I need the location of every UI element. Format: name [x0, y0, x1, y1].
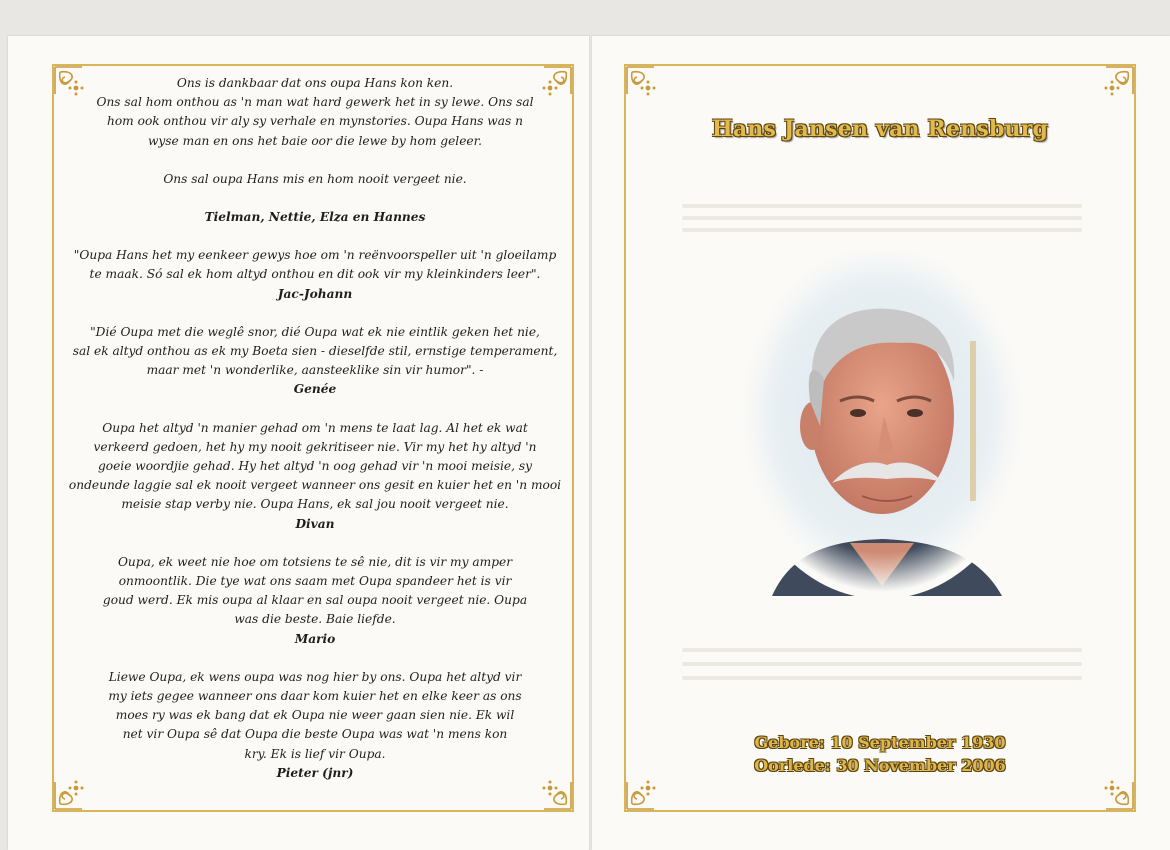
tribute-line: Ons sal hom onthou as 'n man wat hard gewerk het in sy lewe. Ons sal — [96, 95, 534, 110]
tribute-line: goud werd. Ek mis oupa al klaar en sal oupa nooit vergeet nie. Oupa — [102, 593, 528, 608]
tribute-paragraph — [68, 246, 562, 304]
bleed-through-shadow — [682, 676, 1082, 680]
tribute-line: ondeunde laggie sal ek nooit vergeet wanneer ons gesit en kuier het en 'n mooi — [68, 478, 562, 493]
tribute-text — [68, 74, 562, 802]
family-names — [68, 208, 562, 227]
tribute-line: Oupa, ek weet nie hoe om totsiens te sê nie, dit is vir my amper — [117, 554, 513, 569]
tribute-signature: Mario — [294, 631, 336, 646]
tribute-paragraph — [68, 668, 562, 783]
ornament-corner-icon — [624, 64, 670, 110]
tribute-line: meisie stap verby nie. Oupa Hans, ek sal jou nooit vergeet nie. — [121, 497, 509, 512]
tribute-line: onmoontlik. Die tye wat ons saam met Oupa spandeer het is vir — [118, 574, 512, 589]
right-page — [592, 36, 1170, 850]
tribute-line: verkeerd gedoen, het hy my nooit gekritiseer nie. Vir my het hy altyd 'n — [93, 439, 537, 454]
tribute-line: maar met 'n wonderlike, aansteeklike sin vir humor". - — [146, 363, 484, 378]
bleed-through-shadow — [682, 648, 1082, 652]
tribute-signature: Pieter (jnr) — [276, 765, 354, 780]
tribute-line: net vir Oupa sê dat Oupa die beste Oupa was wat 'n mens kon — [122, 727, 508, 742]
death-date: Oorlede: 30 November 2006 — [754, 756, 1006, 775]
tribute-line: te maak. Só sal ek hom altyd onthou en dit ook vir my kleinkinders leer". — [89, 267, 541, 282]
tribute-signature: Jac-Johann — [277, 286, 353, 301]
bleed-through-shadow — [682, 228, 1082, 232]
tribute-line: hom ook onthou vir aly sy verhale en mynstories. Oupa Hans was n — [107, 114, 523, 129]
tribute-line: moes ry was ek bang dat ek Oupa nie weer gaan sien nie. Ek wil — [115, 708, 515, 723]
deceased-name-title: Hans Jansen van Rensburg — [711, 116, 1049, 142]
tribute-line: wyse man en ons het baie oor die lewe by hom geleer. — [147, 133, 482, 148]
tribute-line: sal ek altyd onthou as ek my Boeta sien - dieselfde stil, ernstige temperament, — [72, 344, 558, 359]
tribute-paragraph — [68, 419, 562, 534]
tribute-line: "Oupa Hans het my eenkeer gewys hoe om 'n reënvoorspeller uit 'n gloeilamp — [73, 248, 557, 263]
tribute-line: goeie woordjie gehad. Hy het altyd 'n oog gehad vir 'n mooi meisie, sy — [97, 459, 533, 474]
tribute-line: kry. Ek is lief vir Oupa. — [244, 746, 386, 761]
tribute-signature: Tielman, Nettie, Elza en Hannes — [204, 210, 426, 225]
tribute-paragraph — [68, 323, 562, 400]
birth-date: Gebore: 10 September 1930 — [754, 733, 1006, 752]
tribute-line: Oupa het altyd 'n manier gehad om 'n mens te laat lag. Al het ek wat — [102, 420, 528, 435]
tribute-line: "Dié Oupa met die weglê snor, dié Oupa wat ek nie eintlik geken het nie, — [90, 324, 540, 339]
tribute-line: my iets gegee wanneer ons daar kom kuier het en elke keer as ons — [108, 689, 522, 704]
bleed-through-shadow — [682, 204, 1082, 208]
tribute-paragraph — [68, 170, 562, 189]
bleed-through-shadow — [682, 216, 1082, 220]
tribute-line: Ons is dankbaar dat ons oupa Hans kon ken. — [176, 76, 454, 90]
ornament-corner-icon — [1090, 64, 1136, 110]
tribute-line: Ons sal oupa Hans mis en hom nooit vergeet nie. — [163, 171, 467, 186]
tribute-paragraph — [68, 74, 562, 151]
tribute-paragraph — [68, 553, 562, 649]
bleed-through-shadow — [682, 662, 1082, 666]
portrait-photo — [732, 251, 1032, 611]
left-page — [8, 36, 590, 850]
tribute-signature: Divan — [295, 516, 335, 531]
tribute-signature: Genée — [293, 382, 337, 397]
tribute-line: was die beste. Baie liefde. — [234, 612, 396, 627]
tribute-line: Liewe Oupa, ek wens oupa was nog hier by ons. Oupa het altyd vir — [108, 669, 522, 684]
